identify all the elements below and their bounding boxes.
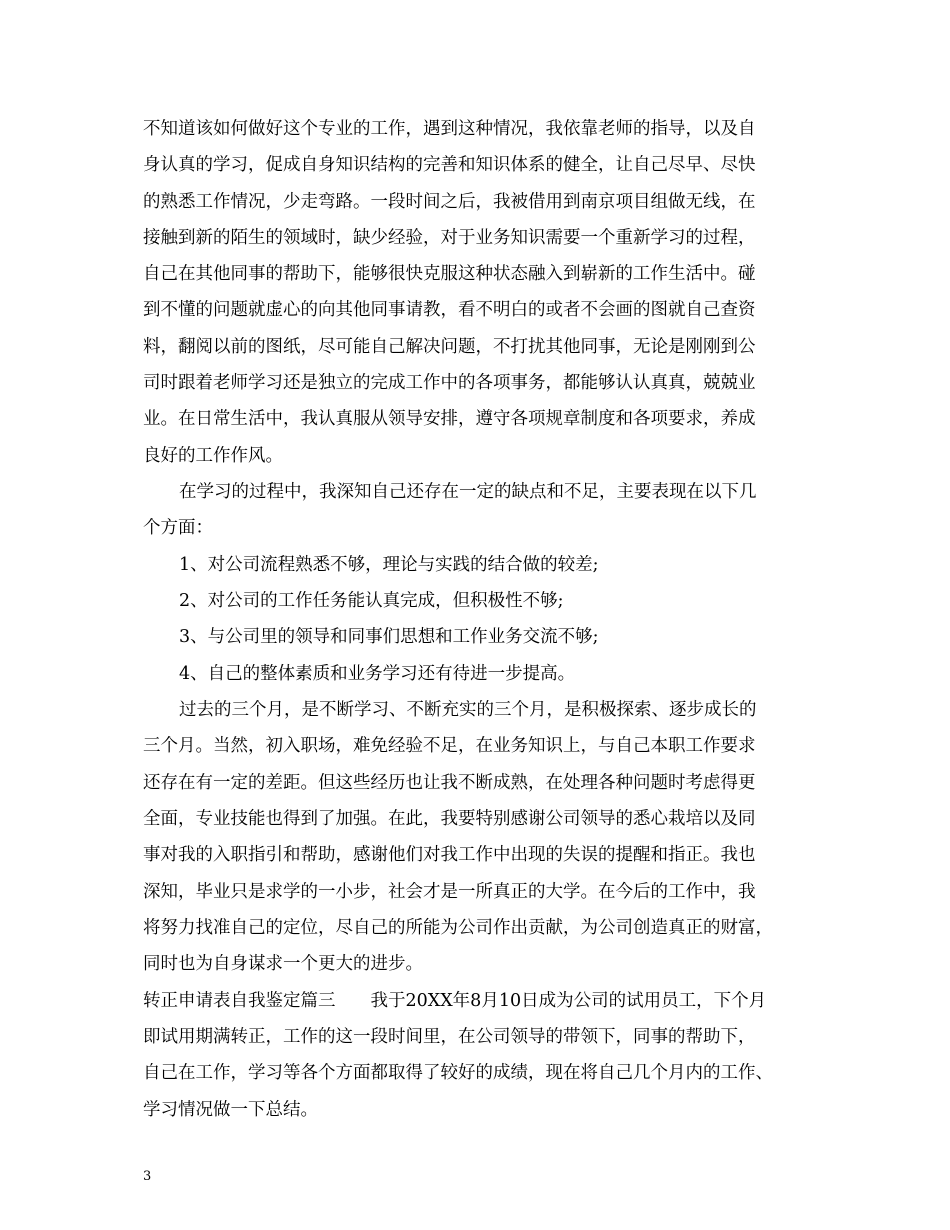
text-line: 深知，毕业只是求学的一小步，社会才是一所真正的大学。在今后的工作中，我 (143, 882, 756, 902)
text-line: 业。在日常生活中，我认真服从领导安排，遵守各项规章制度和各项要求，养成 (143, 409, 756, 429)
text-line: 自己在其他同事的帮助下，能够很快克服这种状态融入到崭新的工作生活中。碰 (143, 264, 756, 284)
text-line: 学习情况做一下总结。 (143, 1100, 318, 1120)
paragraph-first-line: 在学习的过程中，我深知自己还存在一定的缺点和不足，主要表现在以下几 (179, 482, 757, 502)
section-heading-line: 转正申请表自我鉴定篇三 我于20XX年8月10日成为公司的试用员工，下个月 (143, 991, 767, 1011)
list-item: 4、自己的整体素质和业务学习还有待进一步提高。 (179, 664, 576, 684)
paragraph-first-line: 过去的三个月，是不断学习、不断充实的三个月，是积极探索、逐步成长的 (179, 700, 757, 720)
text-line: 自己在工作，学习等各个方面都取得了较好的成绩，现在将自己几个月内的工作、 (143, 1063, 773, 1083)
text-line: 良好的工作作风。 (143, 446, 283, 466)
text-line: 的熟悉工作情况，少走弯路。一段时间之后，我被借用到南京项目组做无线，在 (143, 192, 756, 212)
list-item: 2、对公司的工作任务能认真完成，但积极性不够; (179, 591, 564, 611)
text-line: 三个月。当然，初入职场，难免经验不足，在业务知识上，与自己本职工作要求 (143, 736, 756, 756)
text-line: 事对我的入职指引和帮助，感谢他们对我工作中出现的失误的提醒和指正。我也 (143, 845, 756, 865)
text-line: 身认真的学习，促成自身知识结构的完善和知识体系的健全，让自己尽早、尽快 (143, 155, 756, 175)
list-item: 1、对公司流程熟悉不够，理论与实践的结合做的较差; (179, 555, 599, 575)
text-line: 同时也为自身谋求一个更大的进步。 (143, 954, 423, 974)
text-line: 料，翻阅以前的图纸，尽可能自己解决问题，不打扰其他同事，无论是刚刚到公 (143, 337, 756, 357)
text-line: 司时跟着老师学习还是独立的完成工作中的各项事务，都能够认认真真，兢兢业 (143, 373, 756, 393)
text-line: 即试用期满转正，工作的这一段时间里，在公司领导的带领下，同事的帮助下， (143, 1027, 756, 1047)
text-line: 还存在有一定的差距。但这些经历也让我不断成熟，在处理各种问题时考虑得更 (143, 773, 756, 793)
text-line: 将努力找准自己的定位，尽自己的所能为公司作出贡献，为公司创造真正的财富， (143, 918, 773, 938)
text-line: 到不懂的问题就虚心的向其他同事请教，看不明白的或者不会画的图就自己查资 (143, 300, 756, 320)
text-line: 接触到新的陌生的领域时，缺少经验，对于业务知识需要一个重新学习的过程， (143, 228, 756, 248)
list-item: 3、与公司里的领导和同事们思想和工作业务交流不够; (179, 627, 599, 647)
text-line: 全面，专业技能也得到了加强。在此，我要特别感谢公司领导的悉心栽培以及同 (143, 809, 756, 829)
text-line: 个方面： (143, 518, 213, 538)
text-line: 不知道该如何做好这个专业的工作，遇到这种情况，我依靠老师的指导，以及自 (143, 119, 756, 139)
page-number: 3 (143, 1169, 152, 1184)
